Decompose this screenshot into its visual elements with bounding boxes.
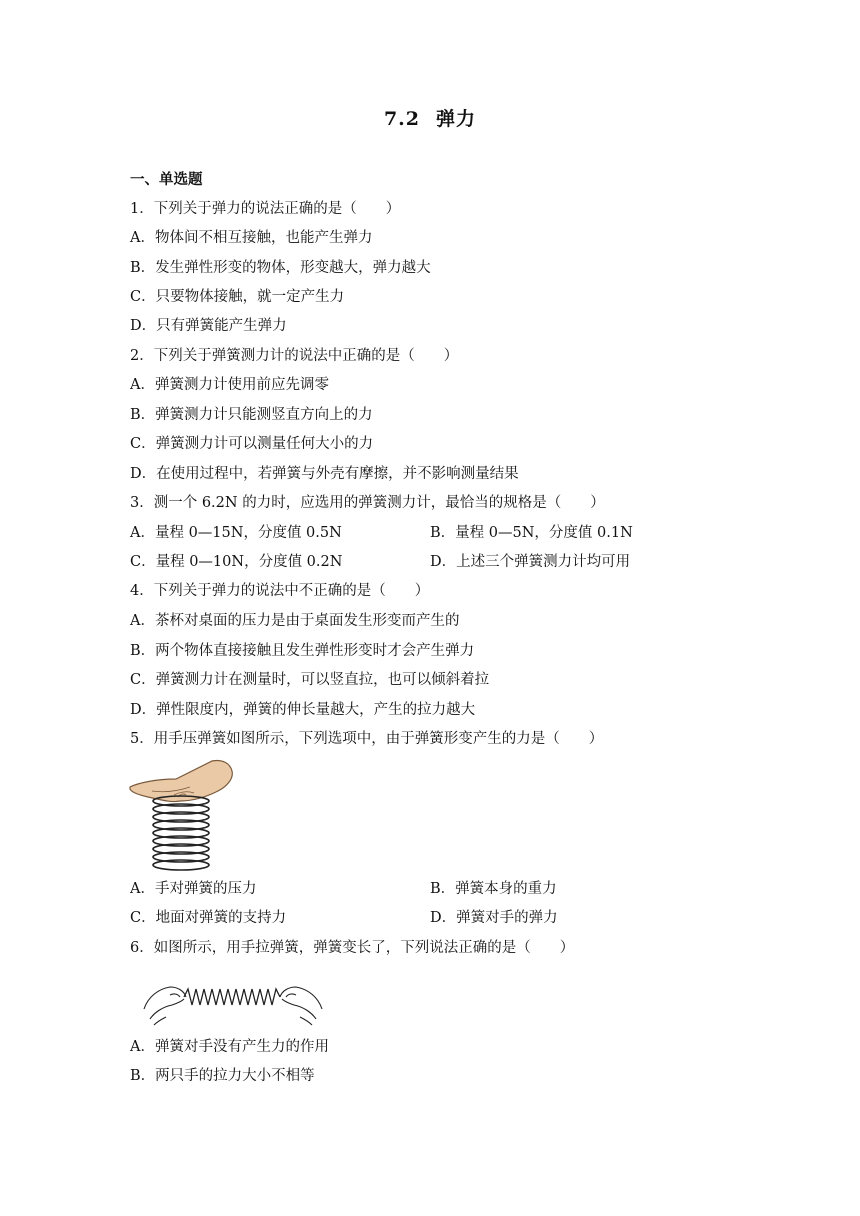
hand-pressing-spring-figure: [126, 757, 236, 873]
question-2-stem: 2．下列关于弹簧测力计的说法中正确的是（ ）: [130, 348, 459, 364]
question-1-option-d: D．只有弹簧能产生弹力: [130, 318, 287, 334]
question-1-option-b: B．发生弹性形变的物体，形变越大，弹力越大: [130, 260, 431, 276]
question-3-option-a: A．量程 0—15N，分度值 0.5N: [130, 525, 342, 541]
question-1-stem: 1．下列关于弹力的说法正确的是（ ）: [130, 201, 401, 217]
question-5-stem: 5．用手压弹簧如图所示，下列选项中，由于弹簧形变产生的力是（ ）: [130, 731, 604, 747]
question-3-option-c: C．量程 0—10N，分度值 0.2N: [130, 554, 343, 570]
question-1-option-c: C．只要物体接触，就一定产生力: [130, 289, 345, 305]
title-text: 弹力: [436, 108, 477, 130]
question-3-stem: 3．测一个 6.2N 的力时，应选用的弹簧测力计，最恰当的规格是（ ）: [130, 495, 605, 511]
question-6-option-b: B．两只手的拉力大小不相等: [130, 1068, 315, 1084]
question-4-option-a: A．茶杯对桌面的压力是由于桌面发生形变而产生的: [130, 613, 460, 629]
question-6-option-a: A．弹簧对手没有产生力的作用: [130, 1039, 329, 1055]
title-number: 7.2: [383, 108, 421, 130]
question-2-option-d: D．在使用过程中，若弹簧与外壳有摩擦，并不影响测量结果: [130, 466, 519, 482]
page-title: [0, 104, 860, 131]
question-5-option-d: D．弹簧对手的弹力: [430, 910, 558, 926]
question-2-option-c: C．弹簧测力计可以测量任何大小的力: [130, 436, 374, 452]
question-5-option-b: B．弹簧本身的重力: [430, 881, 557, 897]
question-3-option-b: B．量程 0—5N，分度值 0.1N: [430, 525, 633, 541]
question-4-option-c: C．弹簧测力计在测量时，可以竖直拉，也可以倾斜着拉: [130, 672, 490, 688]
question-5-option-a: A．手对弹簧的压力: [130, 881, 257, 897]
question-1-option-a: A．物体间不相互接触，也能产生弹力: [130, 230, 373, 246]
question-3-option-d: D．上述三个弹簧测力计均可用: [430, 554, 631, 570]
question-4-option-b: B．两个物体直接接触且发生弹性形变时才会产生弹力: [130, 643, 475, 659]
question-4-option-d: D．弹性限度内，弹簧的伸长量越大，产生的拉力越大: [130, 702, 476, 718]
question-4-stem: 4．下列关于弹力的说法中不正确的是（ ）: [130, 583, 430, 599]
question-2-option-a: A．弹簧测力计使用前应先调零: [130, 377, 329, 393]
question-6-stem: 6．如图所示，用手拉弹簧，弹簧变长了，下列说法正确的是（ ）: [130, 940, 575, 956]
hands-stretching-spring-figure: [140, 975, 326, 1029]
question-2-option-b: B．弹簧测力计只能测竖直方向上的力: [130, 407, 373, 423]
section-heading: 一、单选题: [130, 171, 203, 188]
question-5-option-c: C．地面对弹簧的支持力: [130, 910, 287, 926]
